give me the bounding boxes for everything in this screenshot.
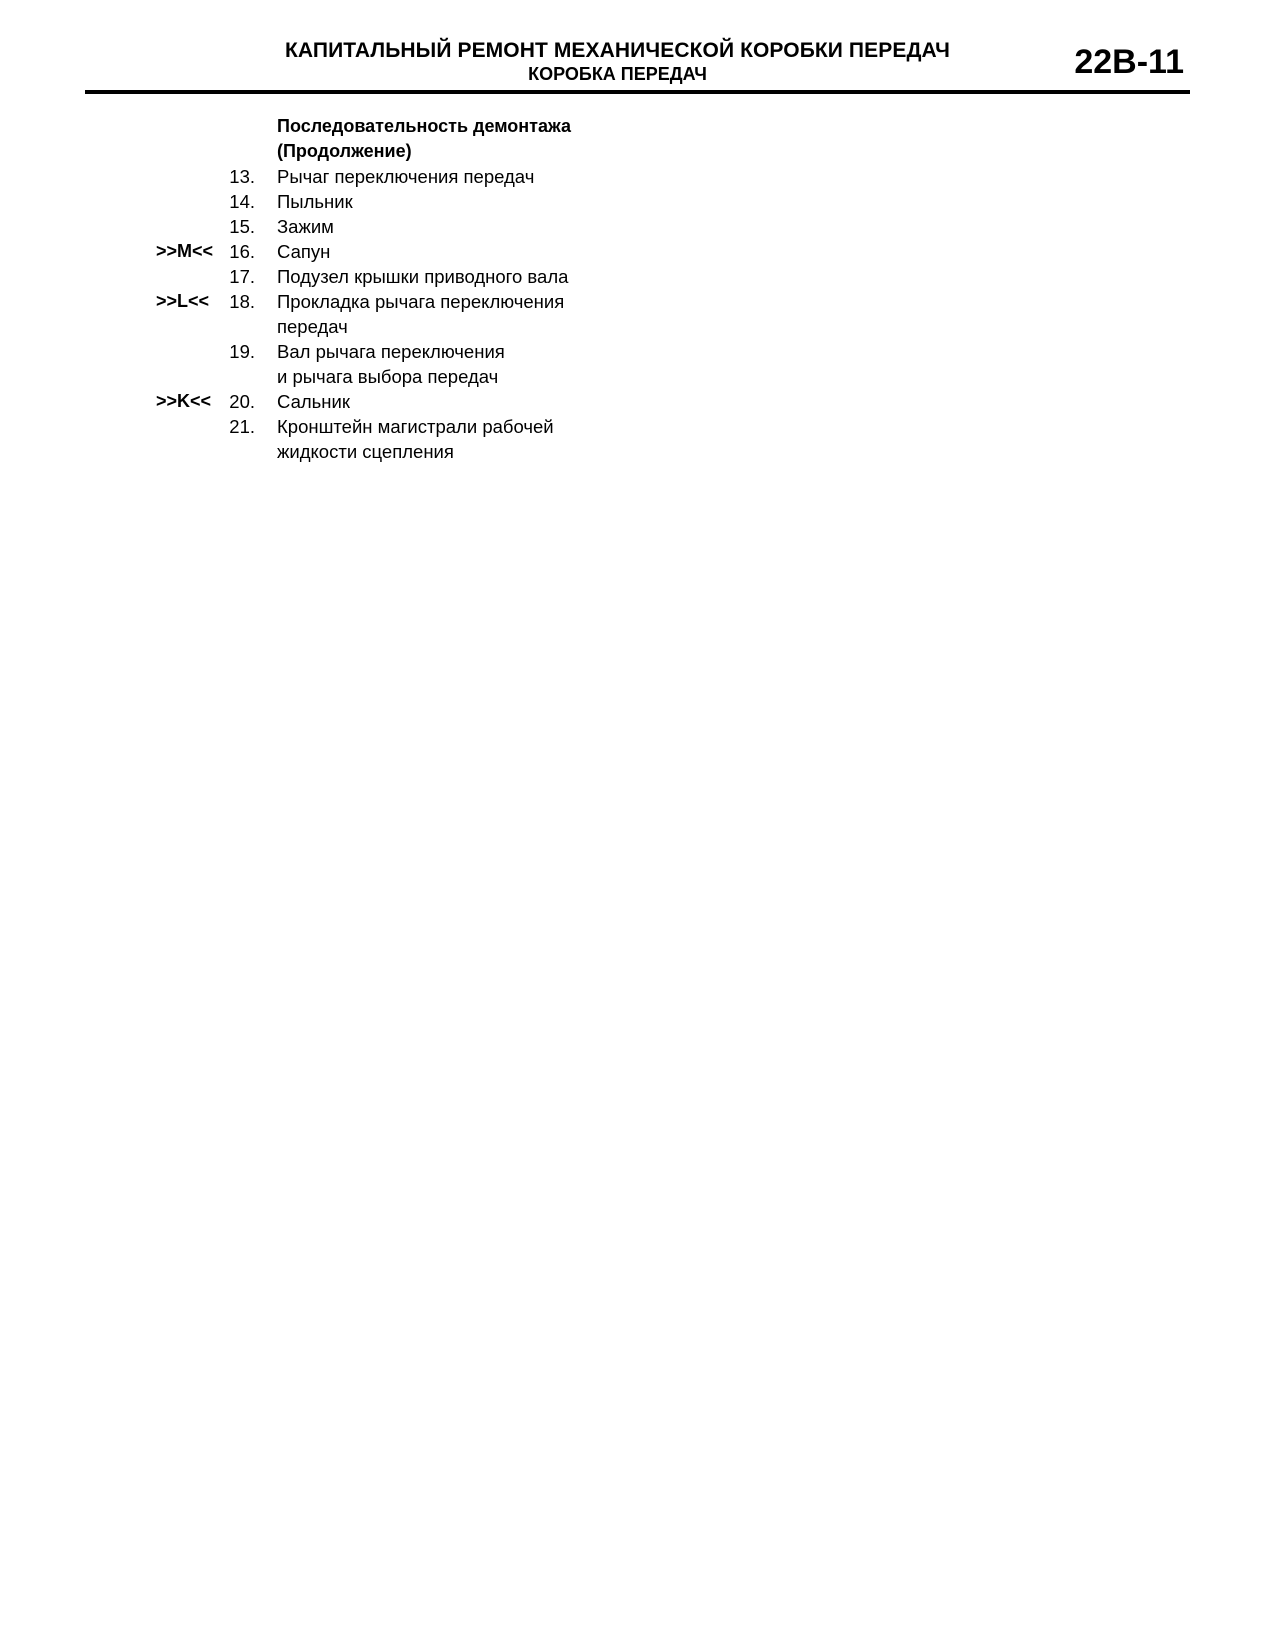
item-number: 19. bbox=[229, 341, 255, 362]
item-label: Прокладка рычага переключения передач bbox=[277, 291, 565, 337]
item-label: Рычаг переключения передач bbox=[277, 166, 535, 187]
list-item bbox=[0, 214, 700, 239]
item-number: 16. bbox=[229, 241, 255, 262]
item-label: Подузел крышки приводного вала bbox=[277, 266, 569, 287]
item-number: 14. bbox=[229, 191, 255, 212]
item-number: 21. bbox=[229, 416, 255, 437]
list-item bbox=[0, 189, 700, 214]
procedure-marker: >>M<< bbox=[156, 241, 214, 261]
header-divider bbox=[85, 90, 1190, 94]
chapter-title: КАПИТАЛЬНЫЙ РЕМОНТ МЕХАНИЧЕСКОЙ КОРОБКИ ПЕРЕДАЧ bbox=[284, 39, 951, 62]
list-item bbox=[0, 339, 700, 389]
page-number: 22B-11 bbox=[1074, 43, 1184, 81]
list-item bbox=[0, 389, 700, 414]
item-label: Зажим bbox=[277, 216, 334, 237]
section-title: КОРОБКА ПЕРЕДАЧ bbox=[528, 64, 707, 84]
item-number: 18. bbox=[229, 291, 255, 312]
list-item bbox=[0, 414, 700, 464]
item-number: 13. bbox=[229, 166, 255, 187]
item-number: 15. bbox=[229, 216, 255, 237]
section-heading bbox=[277, 114, 571, 164]
list-item bbox=[0, 164, 700, 189]
item-label: Кронштейн магистрали рабочей жидкости сцепления bbox=[277, 416, 554, 462]
list-item bbox=[0, 239, 700, 264]
removal-steps-list bbox=[0, 164, 700, 464]
item-label: Сальник bbox=[277, 391, 350, 412]
item-number: 20. bbox=[229, 391, 255, 412]
section-heading-line-1: Последовательность демонтажа bbox=[277, 116, 571, 136]
list-item bbox=[0, 264, 700, 289]
section-heading-line-2: (Продолжение) bbox=[277, 141, 412, 161]
procedure-marker: >>L<< bbox=[156, 291, 210, 311]
page-header bbox=[85, 38, 1190, 96]
list-item bbox=[0, 289, 700, 339]
item-label: Вал рычага переключения и рычага выбора передач bbox=[277, 341, 505, 387]
item-number: 17. bbox=[229, 266, 255, 287]
procedure-marker: >>K<< bbox=[156, 391, 212, 411]
item-label: Сапун bbox=[277, 241, 331, 262]
header-titles bbox=[85, 38, 1090, 84]
item-label: Пыльник bbox=[277, 191, 353, 212]
